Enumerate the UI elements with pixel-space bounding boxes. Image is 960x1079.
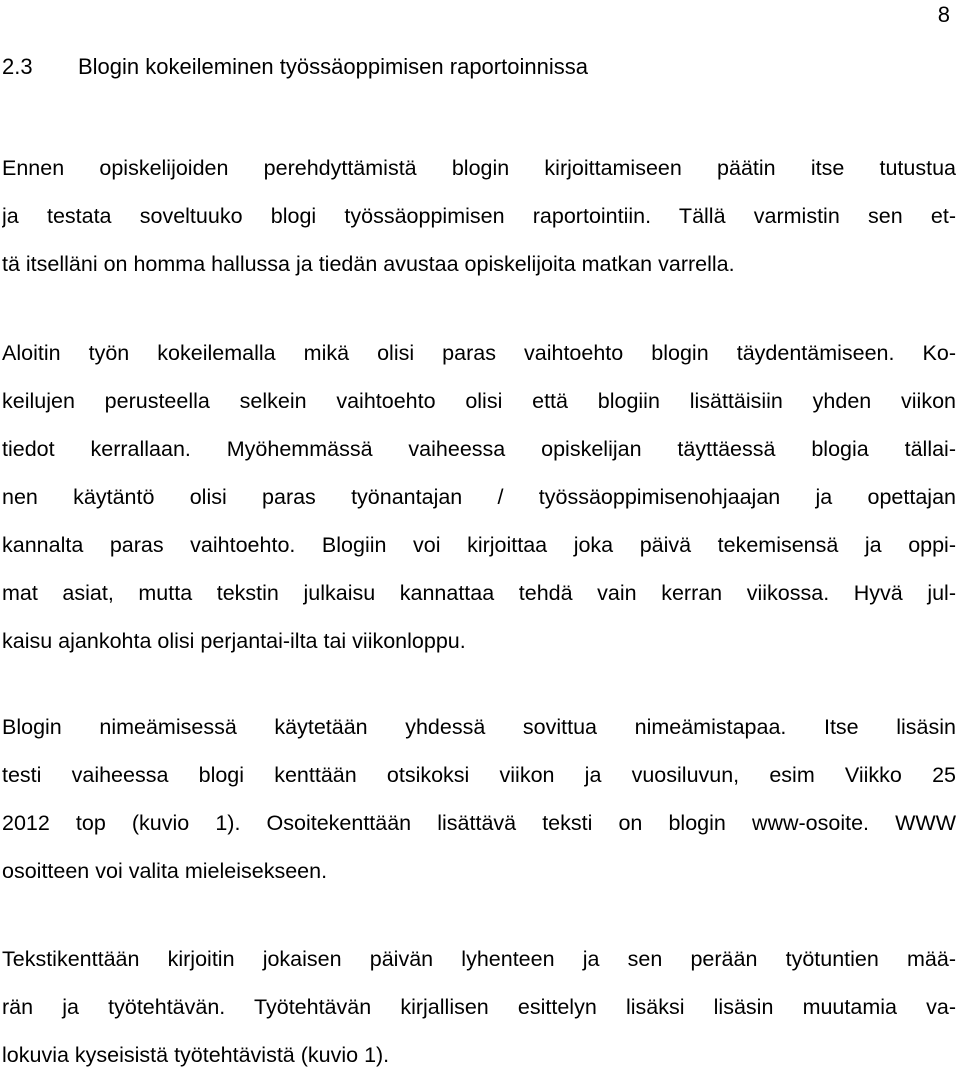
text-line: tä itselläni on homma hallussa ja tiedän avustaa opiskelijoita matkan varrella. (2, 252, 735, 276)
text-line: Ennen opiskelijoiden perehdyttämistä blogin kirjoittamiseen päätin itse tutustua (2, 156, 956, 180)
text-line: Tekstikenttään kirjoitin jokaisen päivän lyhenteen ja sen perään työtuntien mää- (2, 947, 956, 971)
text-line: tiedot kerrallaan. Myöhemmässä vaiheessa opiskelijan täyttäessä blogia tällai- (2, 437, 956, 461)
text-line: kaisu ajankohta olisi perjantai-ilta tai viikonloppu. (2, 629, 466, 653)
text-line: Aloitin työn kokeilemalla mikä olisi paras vaihtoehto blogin täydentämiseen. Ko- (2, 341, 956, 365)
paragraph-1 (2, 144, 956, 288)
section-number: 2.3 (2, 54, 33, 79)
paragraph-4 (2, 935, 956, 1079)
text-line: testi vaiheessa blogi kenttään otsikoksi viikon ja vuosiluvun, esim Viikko 25 (2, 763, 956, 787)
paragraph-3 (2, 703, 956, 895)
text-line: rän ja työtehtävän. Työtehtävän kirjallisen esittelyn lisäksi lisäsin muutamia va- (2, 995, 956, 1019)
text-line: kannalta paras vaihtoehto. Blogiin voi kirjoittaa joka päivä tekemisensä ja oppi- (2, 533, 956, 557)
section-title: Blogin kokeileminen työssäoppimisen raportoinnissa (78, 54, 588, 79)
section-heading (2, 52, 588, 82)
text-line: keilujen perusteella selkein vaihtoehto olisi että blogiin lisättäisiin yhden viikon (2, 389, 956, 413)
text-line: ja testata soveltuuko blogi työssäoppimisen raportointiin. Tällä varmistin sen et- (2, 204, 956, 228)
text-line: Blogin nimeämisessä käytetään yhdessä sovittua nimeämistapaa. Itse lisäsin (2, 715, 956, 739)
text-line: osoitteen voi valita mieleisekseen. (2, 859, 328, 883)
page-number: 8 (937, 2, 950, 27)
text-line: 2012 top (kuvio 1). Osoitekenttään lisättävä teksti on blogin www-osoite. WWW (2, 811, 956, 835)
paragraph-2 (2, 329, 956, 665)
text-line: mat asiat, mutta tekstin julkaisu kannattaa tehdä vain kerran viikossa. Hyvä jul- (2, 581, 956, 605)
text-line: lokuvia kyseisistä työtehtävistä (kuvio 1). (2, 1043, 390, 1067)
text-line: nen käytäntö olisi paras työnantajan / työssäoppimisenohjaajan ja opettajan (2, 485, 956, 509)
